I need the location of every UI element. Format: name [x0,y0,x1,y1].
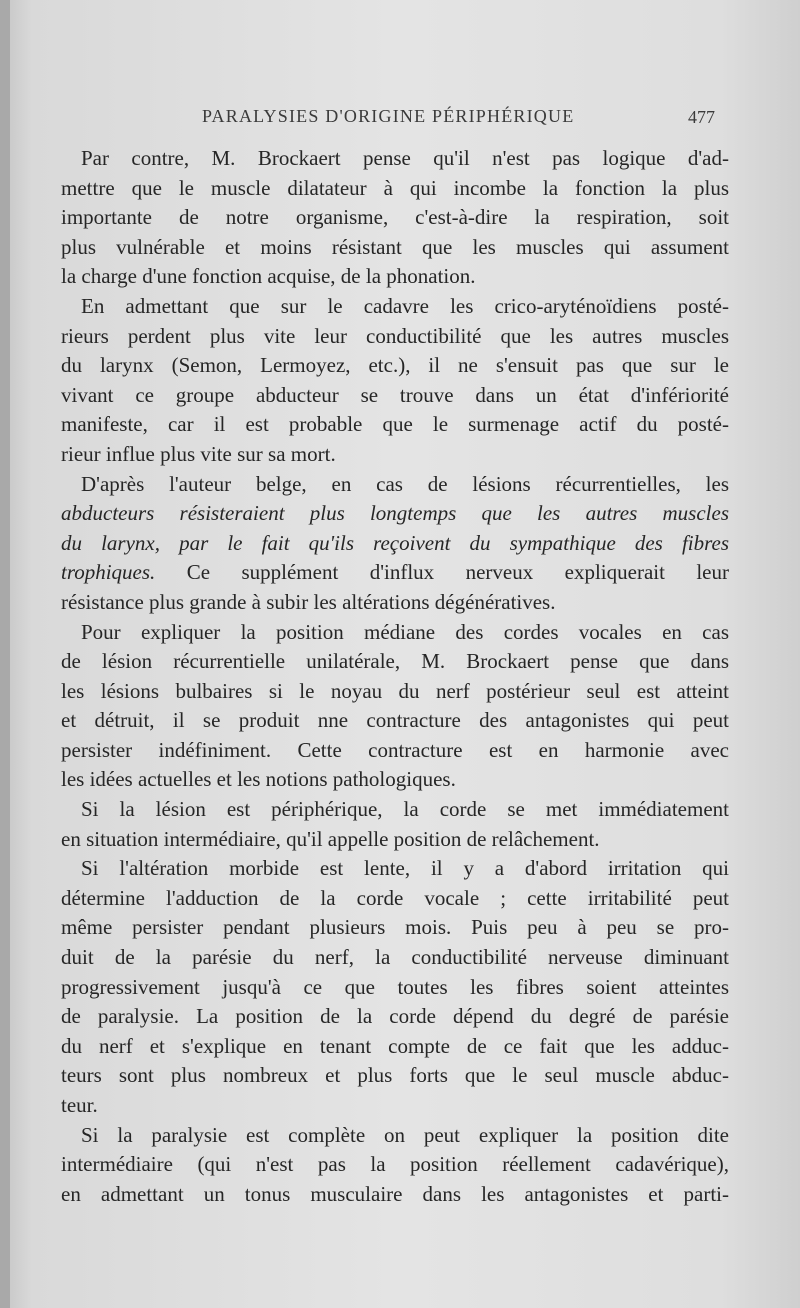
text-line: plus vulnérable et moins résistant que les muscles qui assument [61,234,729,259]
text-line: la charge d'une fonction acquise, de la phonation. [61,264,476,289]
text-line-italic: du larynx, par le fait qu'ils reçoivent du sympathique des fibres [61,530,729,555]
body-text [61,144,729,1209]
text-line: de lésion récurrentielle unilatérale, M. Brockaert pense que dans [61,649,729,674]
text-line: persister indéfiniment. Cette contracture est en harmonie avec [61,737,729,762]
text-line: teurs sont plus nombreux et plus forts que le seul muscle abduc- [61,1063,729,1088]
text-line: D'après l'auteur belge, en cas de lésions récurrentielles, les [81,471,729,496]
text-line: vivant ce groupe abducteur se trouve dans un état d'infériorité [61,382,729,407]
text-line: même persister pendant plusieurs mois. Puis peu à peu se pro- [61,915,729,940]
text-line: Par contre, M. Brockaert pense qu'il n'est pas logique d'ad- [81,146,729,170]
text-line: importante de notre organisme, c'est-à-dire la respiration, soit [61,205,729,230]
text-line: Pour expliquer la position médiane des cordes vocales en cas [81,619,729,644]
text-line: de paralysie. La position de la corde dépend du degré de parésie [61,1004,729,1029]
text-line: duit de la parésie du nerf, la conductibilité nerveuse diminuant [61,945,729,970]
text-line: rieurs perdent plus vite leur conductibilité que les autres muscles [61,323,729,348]
text-line: du nerf et s'explique en tenant compte de ce fait que les adduc- [61,1033,729,1058]
roman-fragment: Ce supplément d'influx nerveux expliquerait leur [155,560,729,585]
page-edge-shadow [0,0,10,1308]
page-header [0,100,800,132]
text-line: du larynx (Semon, Lermoyez, etc.), il ne s'ensuit pas que sur le [61,353,729,378]
text-line: les lésions bulbaires si le noyau du nerf postérieur seul est atteint [61,678,729,703]
text-line: manifeste, car il est probable que le surmenage actif du posté- [61,412,729,437]
text-line: intermédiaire (qui n'est pas la position réellement cadavérique), [61,1152,729,1177]
text-line-italic: abducteurs résisteraient plus longtemps que les autres muscles [61,501,729,526]
italic-fragment: trophiques. [61,560,156,585]
text-line: En admettant que sur le cadavre les crico-aryténoïdiens posté- [81,293,729,318]
text-line: Si la lésion est périphérique, la corde se met immédiatement [81,797,729,822]
text-line: mettre que le muscle dilatateur à qui incombe la fonction la plus [61,175,729,200]
text-line: rieur influe plus vite sur sa mort. [61,441,336,466]
text-line: et détruit, il se produit nne contracture des antagonistes qui peut [61,708,729,733]
text-line: en admettant un tonus musculaire dans les antagonistes et parti- [61,1181,729,1206]
text-line-mixed [61,558,729,588]
text-line: résistance plus grande à subir les altérations dégénératives. [61,589,556,614]
text-line: progressivement jusqu'à ce que toutes les fibres soient atteintes [61,974,729,999]
running-title: PARALYSIES D'ORIGINE PÉRIPHÉRIQUE [202,106,575,126]
text-line: teur. [61,1093,98,1117]
text-line: Si l'altération morbide est lente, il y a d'abord irritation qui [81,856,729,881]
text-line: détermine l'adduction de la corde vocale ; cette irritabilité peut [61,885,729,910]
page-number: 477 [688,107,715,127]
text-line: les idées actuelles et les notions pathologiques. [61,767,456,792]
text-line: en situation intermédiaire, qu'il appelle position de relâchement. [61,826,600,851]
text-line: Si la paralysie est complète on peut expliquer la position dite [81,1122,729,1147]
